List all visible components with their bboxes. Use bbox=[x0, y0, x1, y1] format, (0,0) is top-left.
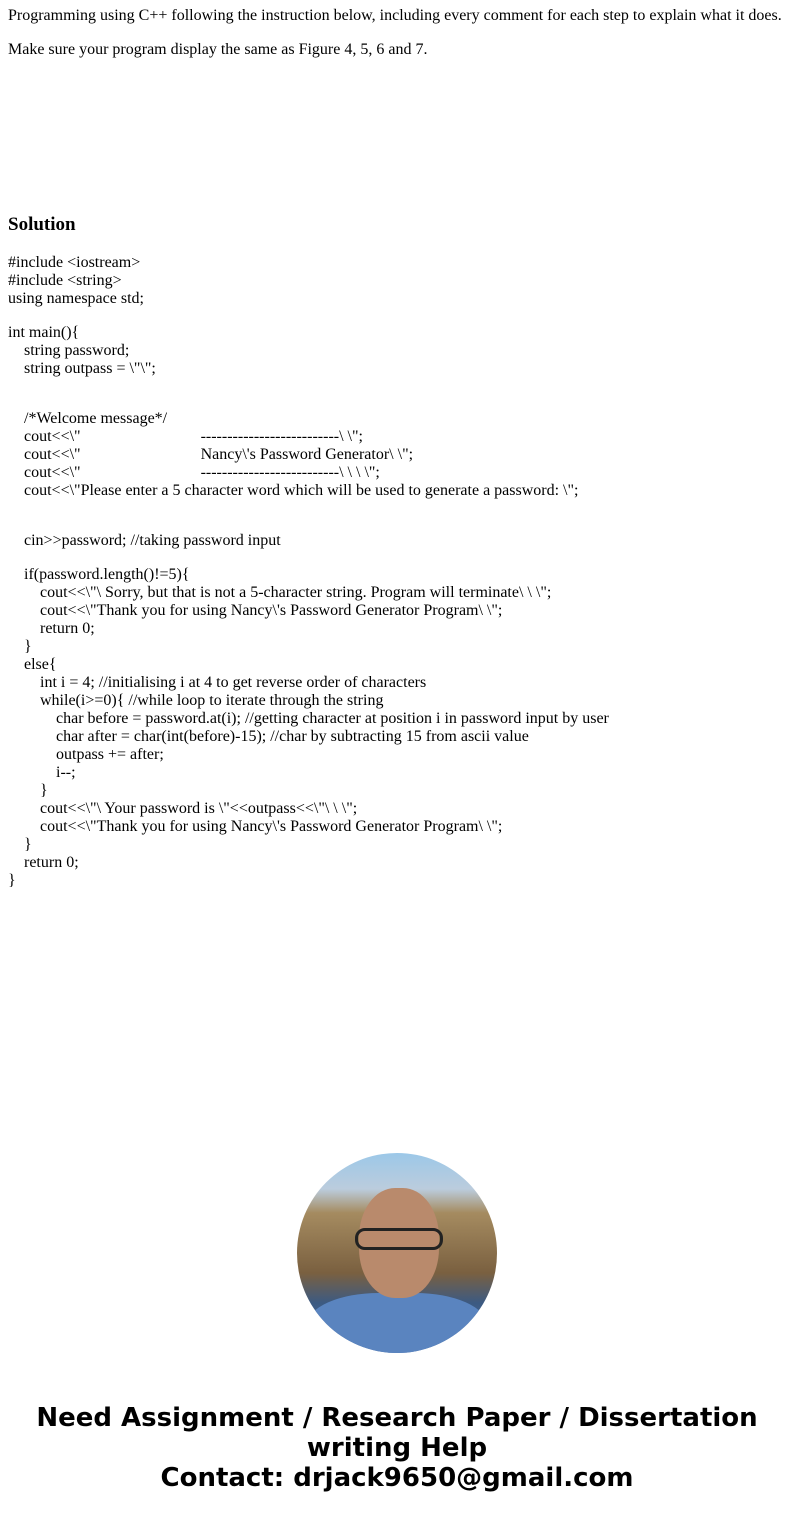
code-line: cout<<\" --------------------------\ \ \ \"; bbox=[8, 464, 380, 481]
code-line: } bbox=[8, 782, 48, 799]
code-line: int main(){ bbox=[8, 324, 80, 341]
code-line: cout<<\"\ Your password is \"<<outpass<<\"\ \ \"; bbox=[8, 800, 358, 817]
solution-heading: Solution bbox=[8, 214, 76, 235]
code-line: if(password.length()!=5){ bbox=[8, 566, 190, 583]
footer-contact: Contact: drjack9650@gmail.com bbox=[160, 1463, 634, 1493]
code-line: using namespace std; bbox=[8, 290, 144, 307]
code-line bbox=[8, 378, 609, 394]
code-line: return 0; bbox=[8, 620, 95, 637]
code-line: while(i>=0){ //while loop to iterate through the string bbox=[8, 692, 384, 709]
code-line bbox=[8, 394, 609, 410]
contact-banner bbox=[0, 1403, 794, 1493]
code-line: cout<<\"Thank you for using Nancy\'s Password Generator Program\ \"; bbox=[8, 602, 503, 619]
code-line bbox=[8, 516, 609, 532]
code-line: #include <string> bbox=[8, 272, 122, 289]
code-line: return 0; bbox=[8, 854, 79, 871]
code-line: } bbox=[8, 872, 16, 889]
footer-line-2: writing Help bbox=[306, 1433, 488, 1463]
code-line: #include <iostream> bbox=[8, 254, 141, 271]
question-text: Programming using C++ following the instruction below, including every comment for each step to explain what it does. bbox=[8, 7, 782, 24]
code-block bbox=[8, 254, 609, 890]
code-line: cin>>password; //taking password input bbox=[8, 532, 281, 549]
author-avatar bbox=[297, 1153, 497, 1353]
code-line: i--; bbox=[8, 764, 76, 781]
code-line: cout<<\" --------------------------\ \"; bbox=[8, 428, 363, 445]
code-line: string password; bbox=[8, 342, 130, 359]
code-line bbox=[8, 308, 609, 324]
footer-line-1: Need Assignment / Research Paper / Dissertation bbox=[36, 1403, 758, 1433]
code-line bbox=[8, 550, 609, 566]
code-line: char before = password.at(i); //getting character at position i in password input by user bbox=[8, 710, 609, 727]
code-line: } bbox=[8, 638, 32, 655]
code-line bbox=[8, 500, 609, 516]
code-line: string outpass = \"\"; bbox=[8, 360, 156, 377]
code-line: cout<<\"Thank you for using Nancy\'s Password Generator Program\ \"; bbox=[8, 818, 503, 835]
code-line: cout<<\" Nancy\'s Password Generator\ \"; bbox=[8, 446, 414, 463]
code-line: outpass += after; bbox=[8, 746, 164, 763]
question-instruction: Make sure your program display the same as Figure 4, 5, 6 and 7. bbox=[8, 41, 428, 58]
code-line: /*Welcome message*/ bbox=[8, 410, 168, 427]
code-line: } bbox=[8, 836, 32, 853]
code-line: char after = char(int(before)-15); //char by subtracting 15 from ascii value bbox=[8, 728, 529, 745]
code-line: int i = 4; //initialising i at 4 to get reverse order of characters bbox=[8, 674, 427, 691]
code-line: cout<<\"Please enter a 5 character word which will be used to generate a password: \"; bbox=[8, 482, 579, 499]
code-line: cout<<\"\ Sorry, but that is not a 5-character string. Program will terminate\ \ \"; bbox=[8, 584, 552, 601]
code-line: else{ bbox=[8, 656, 57, 673]
